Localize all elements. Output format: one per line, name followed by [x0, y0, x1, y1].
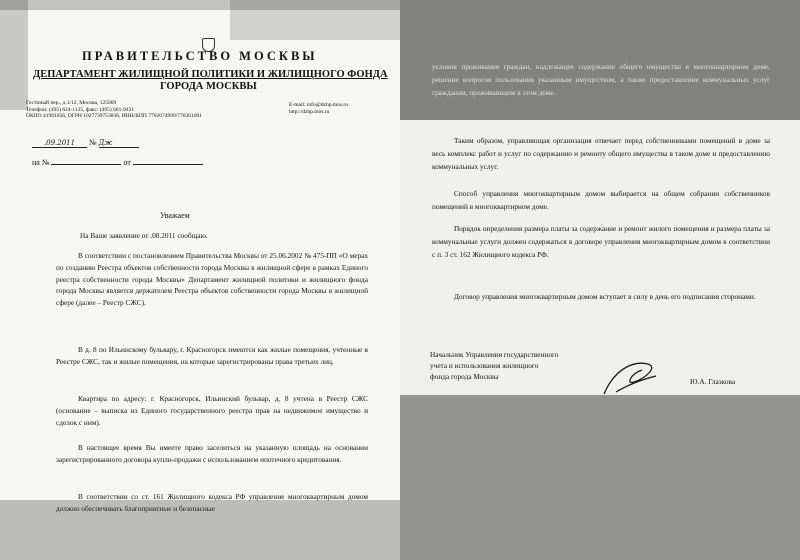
registration-number-prefix: №	[89, 138, 97, 147]
website-text: http://dzhp.mos.ru	[289, 108, 330, 115]
department-name-line2: ГОРОДА МОСКВЫ	[160, 81, 257, 92]
handwritten-signature	[596, 356, 666, 401]
registration-line	[32, 138, 139, 148]
greeting: Уважаем	[160, 211, 190, 220]
right-paragraph-4: Договор управления многоквартирным домом вступает в силу в день его подписания сторонами.	[454, 292, 756, 301]
registration-date: .09.2011	[32, 139, 87, 148]
right-paragraph-1: Таким образом, управляющая организация отвечает перед собственниками помещений в доме за весь комплекс работ и услуг по содержанию и ремонту общего имущества в таком доме и предоставлению коммунальных услуг.	[432, 136, 770, 171]
paragraph-4: Квартира по адресу: г. Красногорск, Ильинский бульвар, д. 8 учтена в Реестр СЖС (основание – выписка из Единого государственного реестра прав на недвижимое имущество и сделок с ним).	[56, 394, 368, 427]
government-title: ПРАВИТЕЛЬСТВО МОСКВЫ	[82, 49, 318, 63]
reference-from: от	[123, 158, 131, 167]
right-paragraph-2: Способ управления многоквартирным домом выбирается на общем собрании собственников помещений в многоквартирном доме.	[432, 189, 770, 211]
paragraph-5: В настоящее время Вы имеете право заселиться на указанную площадь на основании зарегистрированного договора купли-продажи с использованием ипотечного кредитования.	[56, 443, 368, 464]
scan-noise-corner	[230, 0, 400, 40]
signoff-line1: Начальник Управления государственного	[430, 350, 559, 359]
registration-number: Дж	[99, 139, 139, 148]
department-name-line1: ДЕПАРТАМЕНТ ЖИЛИЩНОЙ ПОЛИТИКИ И ЖИЛИЩНОГО ФОНДА	[33, 69, 388, 80]
scan-noise-bottom	[0, 500, 400, 560]
reference-prefix: на №	[32, 158, 50, 167]
paragraph-3: В д. 8 по Ильинскому бульвару, г. Красногорск имеются как жилые помещения, учтенные в Реестре СЖС, так и жилые помещения, на которые зарегистрированы права третьих лиц.	[56, 345, 368, 366]
signoff-block	[430, 349, 558, 382]
signatory-name: Ю.А. Глазкова	[690, 377, 736, 386]
contact-block	[26, 100, 202, 120]
right-page	[400, 0, 800, 560]
paragraph-1: На Ваше заявление от .08.2011 сообщаю.	[80, 231, 208, 240]
reference-line	[32, 158, 203, 167]
email-text: E-mail: info@dzhp.mos.ru	[289, 102, 348, 108]
scan-noise-left-edge	[0, 0, 28, 110]
signoff-line3: фонда города Москвы	[430, 372, 499, 381]
contact-block-right	[289, 102, 348, 115]
right-paragraph-3: Порядок определения размера платы за содержание и ремонт жилого помещения и размера платы за коммунальные услуги должен содержаться в договоре управления многоквартирным домом в соответствии с п. 3 ст. 162 Жилищного кодекса РФ.	[432, 224, 770, 259]
address-text: Гостиный пер., д.1/12, Москва, 125009	[26, 100, 117, 106]
paragraph-6: В соответствии со ст. 161 Жилищного кодекса РФ управление многоквартирным домом должно обеспечивать благоприятные и безопасные	[56, 492, 368, 513]
registry-codes-text: ОКПО 41981656, ОГРН 1027739753836, ИНН/КПП 7702074999/770301001	[26, 113, 202, 119]
continued-fragment: условия проживания граждан, надлежащее содержание общего имущества в многоквартирном доме, решение вопросов пользования указанным имуществом, а также предоставление коммунальных услуг гражданам, проживающим в этом доме.	[432, 62, 770, 97]
phone-fax-text: Телефон: (495) 624-1135, факс: (495) 681-9431	[26, 106, 135, 113]
scan-noise-lower	[400, 395, 800, 560]
paragraph-2: В соответствии с постановлением Правительства Москвы от 25.06.2002 № 475-ПП «О мерах по созданию Реестра объектов собственности города Москвы в жилищной сфере в рамках Единого реестра собственности города Москвы» Департамент жилищной политики и жилищного фонда города Москвы является держателем Реестра объектов собственности города Москвы в жилищной сфере (далее – Реестр СЖС).	[56, 251, 368, 308]
signoff-line2: учета и использования жилищного	[430, 361, 539, 370]
